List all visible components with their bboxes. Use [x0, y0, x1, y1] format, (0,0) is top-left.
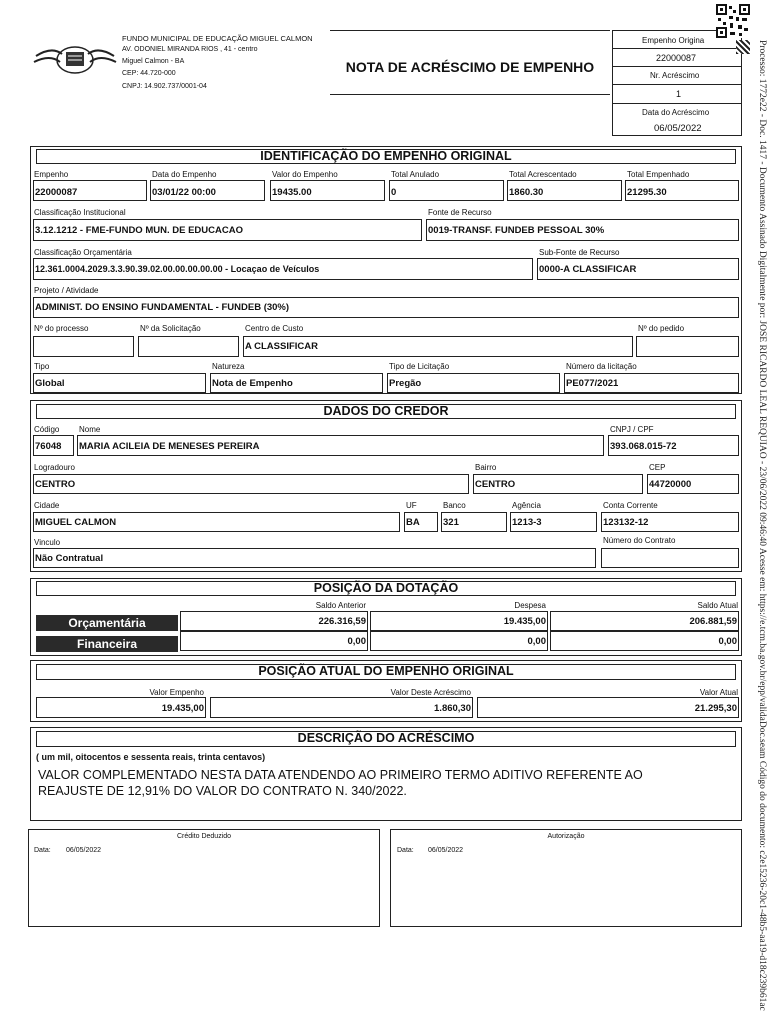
- pedido-label: Nº do pedido: [638, 324, 685, 333]
- total-acrescentado-value: 1860.30: [509, 187, 544, 198]
- bairro-label: Bairro: [475, 463, 497, 472]
- logradouro-value: CENTRO: [35, 479, 76, 490]
- total-anulado-value: 0: [391, 187, 397, 198]
- class-inst-value: 3.12.1212 - FME-FUNDO MUN. DE EDUCACAO: [35, 225, 243, 236]
- org-city: Miguel Calmon - BA: [122, 58, 185, 65]
- posicao-valor-empenho-value: 19.435,00: [161, 703, 204, 714]
- credito-deduzido-label: Crédito Deduzido: [176, 833, 232, 840]
- dotacao-title: POSIÇÃO DA DOTAÇÃO: [313, 581, 459, 595]
- side-signature-text: Processo: 1772e22 - Doc. 1417 - Documento Assinado Digitalmente por: JOSE RICARDO LEAL REQUIAO - 23/06/2022 09:46:40 Acesse em: https://e.tcm.ba.gov.br/epp/validaDoc.seam Código do documento: c2e15236-20c1-48b5-aa19-d18c239b61ac: [757, 40, 767, 1011]
- header-bottom-line: [330, 94, 610, 95]
- tipo-licitacao-value: Pregão: [389, 378, 422, 389]
- class-orc-value: 12.361.0004.2029.3.3.90.39.02.00.00.00.00.00 - Locaçao de Veículos: [35, 264, 320, 274]
- total-acrescentado-label: Total Acrescentado: [509, 170, 577, 179]
- codigo-label: Código: [34, 425, 60, 434]
- orcamentaria-label: Orçamentária: [36, 615, 178, 631]
- org-address: AV. ODONIEL MIRANDA RIOS , 41 - centro: [122, 46, 258, 53]
- qr-code-icon-small: [736, 40, 750, 54]
- valor-empenho-label: Valor do Empenho: [272, 170, 338, 179]
- credor-title: DADOS DO CREDOR: [323, 404, 449, 418]
- empenho-value: 22000087: [35, 187, 78, 198]
- cep-value: 44720000: [649, 479, 692, 490]
- nr-acrescimo-value: 1: [676, 89, 682, 99]
- num-licitacao-value: PE077/2021: [566, 378, 619, 389]
- data-label-left: Data:: [34, 847, 51, 854]
- empenho-label: Empenho: [34, 170, 69, 179]
- fin-saldo-anterior: 0,00: [347, 636, 366, 647]
- autorizacao-label: Autorização: [547, 833, 585, 840]
- identificacao-title: IDENTIFICAÇÃO DO EMPENHO ORIGINAL: [260, 149, 512, 163]
- document-title: NOTA DE ACRÉSCIMO DE EMPENHO: [345, 59, 595, 75]
- org-cep: CEP: 44.720-000: [122, 70, 176, 77]
- qr-code-icon: [716, 4, 750, 38]
- projeto-value: ADMINIST. DO ENSINO FUNDAMENTAL - FUNDEB (30%): [35, 302, 290, 313]
- banco-value: 321: [443, 517, 459, 528]
- total-anulado-label: Total Anulado: [391, 170, 440, 179]
- data-value-right: 06/05/2022: [428, 847, 464, 854]
- uf-value: BA: [406, 517, 420, 528]
- cnpj-value: 393.068.015-72: [610, 441, 677, 452]
- cidade-value: MIGUEL CALMON: [35, 517, 117, 528]
- descricao-texto-2: REAJUSTE DE 12,91% DO VALOR DO CONTRATO N. 340/2022.: [38, 784, 407, 798]
- data-label-right: Data:: [397, 847, 414, 854]
- class-inst-label: Classificação Institucional: [34, 208, 126, 217]
- uf-label: UF: [406, 501, 417, 510]
- fonte-value: 0019-TRANSF. FUNDEB PESSOAL 30%: [428, 225, 605, 236]
- valor-empenho-value: 19435.00: [272, 187, 312, 198]
- num-licitacao-label: Número da licitação: [566, 362, 637, 371]
- agencia-value: 1213-3: [512, 517, 542, 528]
- contrato-label: Número do Contrato: [603, 536, 676, 545]
- data-empenho-label: Data do Empenho: [152, 170, 217, 179]
- nr-acrescimo-label: Nr. Acréscimo: [650, 71, 700, 80]
- saldo-atual-label: Saldo Atual: [697, 601, 738, 610]
- posicao-valor-acrescimo-label: Valor Deste Acréscimo: [390, 688, 471, 697]
- saldo-anterior-label: Saldo Anterior: [315, 601, 366, 610]
- tipo-licitacao-label: Tipo de Licitação: [389, 362, 450, 371]
- centro-label: Centro de Custo: [245, 324, 304, 333]
- bairro-value: CENTRO: [475, 479, 516, 490]
- fonte-label: Fonte de Recurso: [428, 208, 492, 217]
- solicitacao-label: Nº da Solicitação: [140, 324, 201, 333]
- valor-por-extenso: ( um mil, oitocentos e sessenta reais, trinta centavos): [36, 752, 266, 762]
- tipo-label: Tipo: [34, 362, 50, 371]
- data-value-left: 06/05/2022: [66, 847, 102, 854]
- nome-value: MARIA ACILEIA DE MENESES PEREIRA: [79, 441, 260, 452]
- despesa-label: Despesa: [514, 601, 546, 610]
- posicao-valor-atual-value: 21.295,30: [694, 703, 737, 714]
- posicao-atual-title: POSIÇÃO ATUAL DO EMPENHO ORIGINAL: [258, 664, 514, 678]
- natureza-value: Nota de Empenho: [212, 378, 293, 389]
- cidade-label: Cidade: [34, 501, 60, 510]
- vinculo-label: Vinculo: [34, 538, 61, 547]
- tipo-value: Global: [35, 378, 65, 389]
- orc-saldo-atual: 206.881,59: [689, 616, 737, 627]
- data-acrescimo-value: 06/05/2022: [654, 123, 702, 134]
- logradouro-label: Logradouro: [34, 463, 75, 472]
- conta-label: Conta Corrente: [603, 501, 658, 510]
- empenho-original-box: [612, 30, 742, 136]
- natureza-label: Natureza: [212, 362, 245, 371]
- autorizacao-box: [390, 829, 742, 927]
- org-name: FUNDO MUNICIPAL DE EDUCAÇÃO MIGUEL CALMON: [122, 34, 313, 43]
- processo-label: Nº do processo: [34, 324, 89, 333]
- codigo-value: 76048: [35, 441, 62, 452]
- total-empenhado-label: Total Empenhado: [627, 170, 690, 179]
- fin-despesa: 0,00: [527, 636, 546, 647]
- descricao-texto-1: VALOR COMPLEMENTADO NESTA DATA ATENDENDO AO PRIMEIRO TERMO ADITIVO REFERENTE AO: [38, 768, 643, 782]
- posicao-valor-acrescimo-value: 1.860,30: [434, 703, 471, 714]
- posicao-valor-empenho-label: Valor Empenho: [149, 688, 204, 697]
- descricao-title: DESCRIÇÃO DO ACRÉSCIMO: [297, 731, 475, 745]
- financeira-label: Financeira: [36, 636, 178, 652]
- vinculo-value: Não Contratual: [35, 553, 104, 564]
- data-empenho-value: 03/01/22 00:00: [152, 187, 216, 198]
- agencia-label: Agência: [512, 501, 541, 510]
- empenho-original-label: Empenho Origina: [642, 36, 705, 45]
- subfonte-label: Sub-Fonte de Recurso: [539, 248, 620, 257]
- header-logo: [32, 38, 118, 78]
- empenho-original-value: 22000087: [656, 53, 697, 63]
- nome-label: Nome: [79, 425, 101, 434]
- banco-label: Banco: [443, 501, 466, 510]
- subfonte-value: 0000-A CLASSIFICAR: [539, 264, 637, 275]
- orc-saldo-anterior: 226.316,59: [318, 616, 366, 627]
- cnpj-label: CNPJ / CPF: [610, 425, 654, 434]
- class-orc-label: Classificação Orçamentária: [34, 248, 132, 257]
- header-top-line: [330, 30, 610, 31]
- conta-value: 123132-12: [603, 517, 649, 528]
- org-cnpj: CNPJ: 14.902.737/0001-04: [122, 83, 207, 90]
- data-acrescimo-label: Data do Acréscimo: [642, 108, 710, 117]
- fin-saldo-atual: 0,00: [718, 636, 737, 647]
- orc-despesa: 19.435,00: [503, 616, 546, 627]
- cep-label: CEP: [649, 463, 666, 472]
- credito-deduzido-box: [28, 829, 380, 927]
- projeto-label: Projeto / Atividade: [34, 286, 99, 295]
- centro-value: A CLASSIFICAR: [245, 341, 319, 352]
- total-empenhado-value: 21295.30: [627, 187, 667, 198]
- posicao-valor-atual-label: Valor Atual: [699, 688, 738, 697]
